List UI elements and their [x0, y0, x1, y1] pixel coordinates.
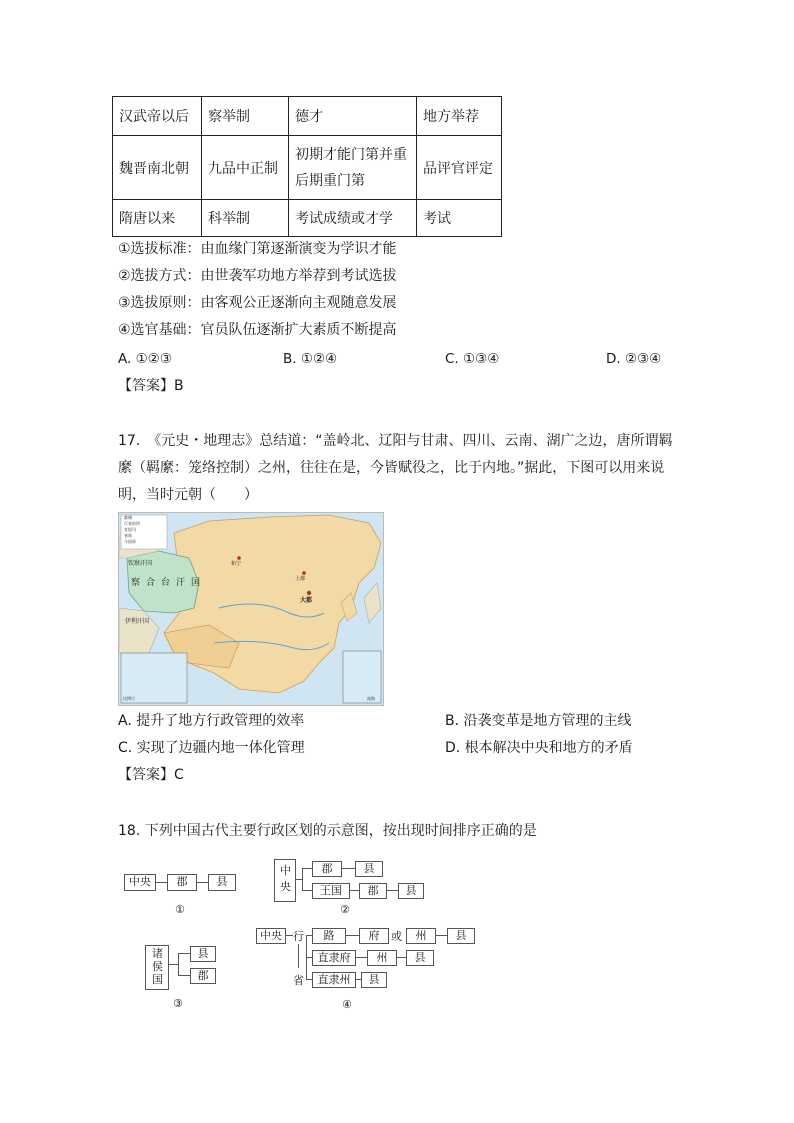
- legend-item: 都城: [124, 515, 132, 520]
- box-xian: 县: [190, 946, 216, 962]
- table-cell: 品评官评定: [417, 136, 502, 200]
- connector: [345, 935, 359, 936]
- table-cell: 汉武帝以后: [113, 97, 202, 136]
- table-cell-line: 初期才能门第并重: [295, 146, 407, 163]
- statement: ②选拔方式：由世袭军功地方举荐到考试选拔: [118, 268, 397, 284]
- option-b: B. 沿袭变革是地方管理的主线: [445, 713, 632, 729]
- table-cell: 地方举荐: [417, 97, 502, 136]
- map-graphic: [119, 513, 383, 705]
- box-jun: 郡: [190, 968, 216, 984]
- box-wangguo: 王国: [312, 883, 350, 899]
- map-label-dadu: 大都: [300, 597, 313, 604]
- answer: 【答案】B: [118, 378, 184, 394]
- legend-item: 今国界: [124, 539, 136, 544]
- table-cell: 隋唐以来: [113, 200, 202, 237]
- table-row: [113, 200, 502, 237]
- box-zhuhou-text: 诸侯国: [152, 947, 163, 986]
- connector: [435, 935, 447, 936]
- box-xian2: 县: [406, 950, 434, 966]
- connector: [386, 890, 398, 891]
- diagram-label: ②: [340, 903, 350, 916]
- box-center-text: 中央: [280, 864, 291, 893]
- box-zhuhou: [145, 945, 169, 990]
- option-d: D. ②③④: [606, 351, 662, 367]
- connector: [298, 944, 299, 968]
- connector: [285, 935, 293, 936]
- box-jun2: 郡: [359, 883, 387, 899]
- legend-item: 宣慰司: [124, 527, 136, 532]
- table-cell: 德才: [289, 97, 417, 136]
- table-cell: 考试: [417, 200, 502, 237]
- box-jun: 郡: [312, 861, 342, 877]
- table-cell: [289, 136, 417, 200]
- box-fu: 府: [359, 928, 389, 944]
- connector: [396, 957, 406, 958]
- statement: ④选官基础：官员队伍逐渐扩大素质不断提高: [118, 322, 397, 338]
- connector: [155, 882, 167, 883]
- option-c: C. ①③④: [445, 351, 500, 367]
- label-huo: 或: [391, 930, 402, 943]
- map-corner-label: 南海: [367, 696, 375, 701]
- statement: ③选拔原则：由客观公正逐渐向主观随意发展: [118, 295, 397, 311]
- map-label-ilkhanate: 伊利汗国: [125, 618, 150, 625]
- connector: [302, 868, 303, 890]
- map-label-helin: 和宁: [231, 561, 242, 567]
- option-d: D. 根本解决中央和地方的矛盾: [445, 740, 633, 756]
- table-row: [113, 97, 502, 136]
- table-cell: 察举制: [202, 97, 289, 136]
- box-center: 中央: [124, 874, 156, 891]
- yuan-dynasty-map: [118, 512, 384, 706]
- label-sheng: 省: [293, 974, 304, 987]
- box-xian: 县: [355, 861, 383, 877]
- selection-system-table: [112, 96, 502, 237]
- connector: [295, 879, 302, 880]
- table-cell: 考试成绩或才学: [289, 200, 417, 237]
- option-b: B. ①②④: [283, 351, 338, 367]
- option-c: C. 实现了边疆内地一体化管理: [118, 740, 305, 756]
- box-zhilizhou: 直隶州: [312, 972, 356, 988]
- diagram-label: ④: [342, 998, 352, 1011]
- connector: [178, 953, 179, 975]
- box-xian3: 县: [361, 972, 387, 988]
- statement: ①选拔标准：由血缘门第逐渐演变为学识才能: [118, 241, 397, 257]
- box-xian: 县: [208, 874, 236, 891]
- connector: [178, 975, 190, 976]
- box-zhou: 州: [406, 928, 436, 944]
- question-18-text: 18. 下列中国古代主要行政区划的示意图，按出现时间排序正确的是: [118, 823, 537, 839]
- table-cell: 科举制: [202, 200, 289, 237]
- option-a: A. ①②③: [118, 351, 172, 367]
- map-label-chagatai: 察合台汗国: [131, 578, 207, 588]
- question-17-text: 17. 《元史・地理志》总结道：“盖岭北、辽阳与甘肃、四川、云南、湖广之边，唐所谓羁縻（羁縻：笼络控制）之州，往往在是，今皆赋役之，比于内地。”据此，下图可以用来说明，当时元朝（ ）: [118, 433, 673, 503]
- connector: [302, 868, 312, 869]
- option-a: A. 提升了地方行政管理的效率: [118, 713, 305, 729]
- map-scale-note: 比例尺: [123, 696, 135, 701]
- connector: [178, 953, 190, 954]
- table-cell: 魏晋南北朝: [113, 136, 202, 200]
- legend-item: 行省治所: [124, 521, 140, 526]
- box-xian: 县: [447, 928, 475, 944]
- connector: [196, 882, 208, 883]
- box-zhou2: 州: [367, 950, 397, 966]
- connector: [349, 890, 359, 891]
- connector: [355, 957, 367, 958]
- legend-item: 省界: [124, 533, 132, 538]
- label-xing: 行: [293, 930, 304, 943]
- map-label-kipchak: 钦察汗国: [128, 560, 153, 567]
- connector: [168, 964, 178, 965]
- box-center: 中央: [256, 928, 286, 944]
- diagram-label: ①: [175, 903, 185, 916]
- box-lu: 路: [312, 928, 346, 944]
- connector: [302, 890, 312, 891]
- box-xian2: 县: [398, 883, 424, 899]
- diagram-label: ③: [173, 997, 183, 1010]
- map-label-shangdu: 上都: [295, 576, 306, 582]
- connector: [341, 868, 355, 869]
- table-cell: 九品中正制: [202, 136, 289, 200]
- box-jun: 郡: [167, 874, 197, 891]
- map-legend: [124, 515, 140, 545]
- table-cell-line: 后期重门第: [295, 172, 365, 189]
- box-zhilifu: 直隶府: [312, 950, 356, 966]
- box-center: [274, 859, 296, 902]
- answer: 【答案】C: [118, 767, 184, 783]
- table-row: [113, 136, 502, 200]
